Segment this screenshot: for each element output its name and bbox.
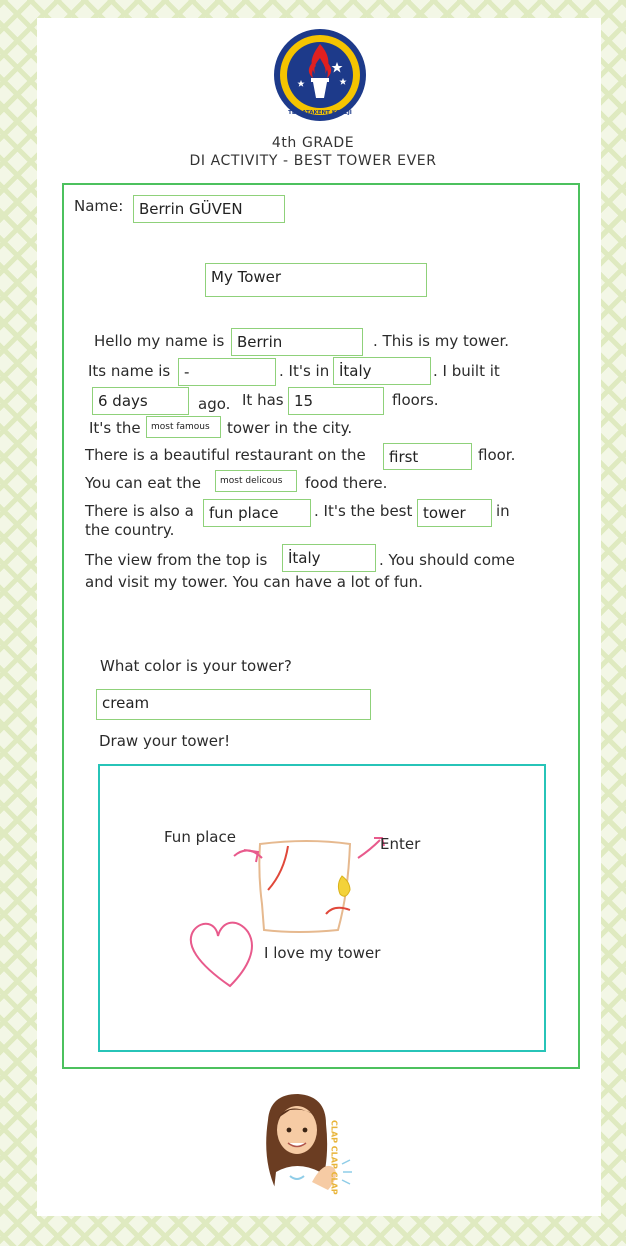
sentence-3-end: floors. (392, 391, 439, 409)
clapping-avatar-icon (250, 1090, 362, 1208)
sentence-8-wrap: and visit my tower. You can have a lot of fun. (85, 573, 423, 591)
fun-place-input[interactable]: fun place (203, 499, 311, 527)
sentence-4-end: tower in the city. (227, 419, 353, 437)
sketch-label-love: I love my tower (264, 944, 381, 962)
view-input[interactable]: İtaly (282, 544, 376, 572)
sentence-2-end: . I built it (433, 362, 500, 380)
clap-text: CLAP CLAP CLAP (329, 1120, 339, 1195)
my-name-input[interactable]: Berrin (231, 328, 363, 356)
food-input[interactable]: most delicous (215, 470, 297, 492)
sketch-heart (191, 923, 252, 986)
sentence-7-middle: . It's the best (314, 502, 413, 520)
sentence-3-ago: ago. (198, 395, 231, 413)
name-input[interactable]: Berrin GÜVEN (133, 195, 285, 223)
sentence-1-start: Hello my name is (94, 332, 225, 350)
sentence-7-start: There is also a (85, 502, 194, 520)
tower-title-input[interactable]: My Tower (205, 263, 427, 297)
sentence-4-start: It's the (89, 419, 141, 437)
draw-prompt: Draw your tower! (99, 732, 231, 750)
sketch-red-curve (268, 846, 288, 890)
school-logo-icon (273, 28, 367, 122)
activity-title: DI ACTIVITY - BEST TOWER EVER (189, 153, 437, 169)
sentence-2-middle: . It's in (279, 362, 330, 380)
grade-heading: 4th GRADE (271, 135, 355, 151)
sketch-tower-outline (259, 841, 350, 932)
sketch-label-fun-place: Fun place (164, 828, 236, 846)
color-question: What color is your tower? (100, 657, 292, 675)
floors-input[interactable]: 15 (288, 387, 384, 415)
sketch-arrow-right (358, 840, 380, 858)
sentence-2-start: Its name is (88, 362, 171, 380)
sentence-1-end: . This is my tower. (373, 332, 510, 350)
color-input[interactable]: cream (96, 689, 371, 720)
built-duration-input[interactable]: 6 days (92, 387, 189, 415)
sentence-7-end: in (496, 502, 510, 520)
restaurant-floor-input[interactable]: first (383, 443, 472, 470)
name-label: Name: (74, 197, 124, 215)
sentence-6-start: You can eat the (85, 474, 202, 492)
famous-input[interactable]: most famous (146, 416, 221, 438)
sketch-label-enter: Enter (380, 835, 421, 853)
sentence-7-wrap: the country. (85, 521, 175, 539)
sentence-8-end: . You should come (379, 551, 515, 569)
sketch-red-curve-bottom (326, 908, 350, 914)
tower-name-input[interactable]: - (178, 358, 276, 386)
tower-sketch (98, 764, 546, 1052)
best-thing-input[interactable]: tower (417, 499, 492, 527)
sentence-8-start: The view from the top is (85, 551, 268, 569)
school-name-text: TED ATAKENT KOLEJİ (288, 110, 352, 116)
sentence-5-start: There is a beautiful restaurant on the (85, 446, 366, 464)
sentence-5-end: floor. (478, 446, 516, 464)
sentence-6-end: food there. (305, 474, 388, 492)
location-input[interactable]: İtaly (333, 357, 431, 385)
sentence-3-has: It has (242, 391, 284, 409)
